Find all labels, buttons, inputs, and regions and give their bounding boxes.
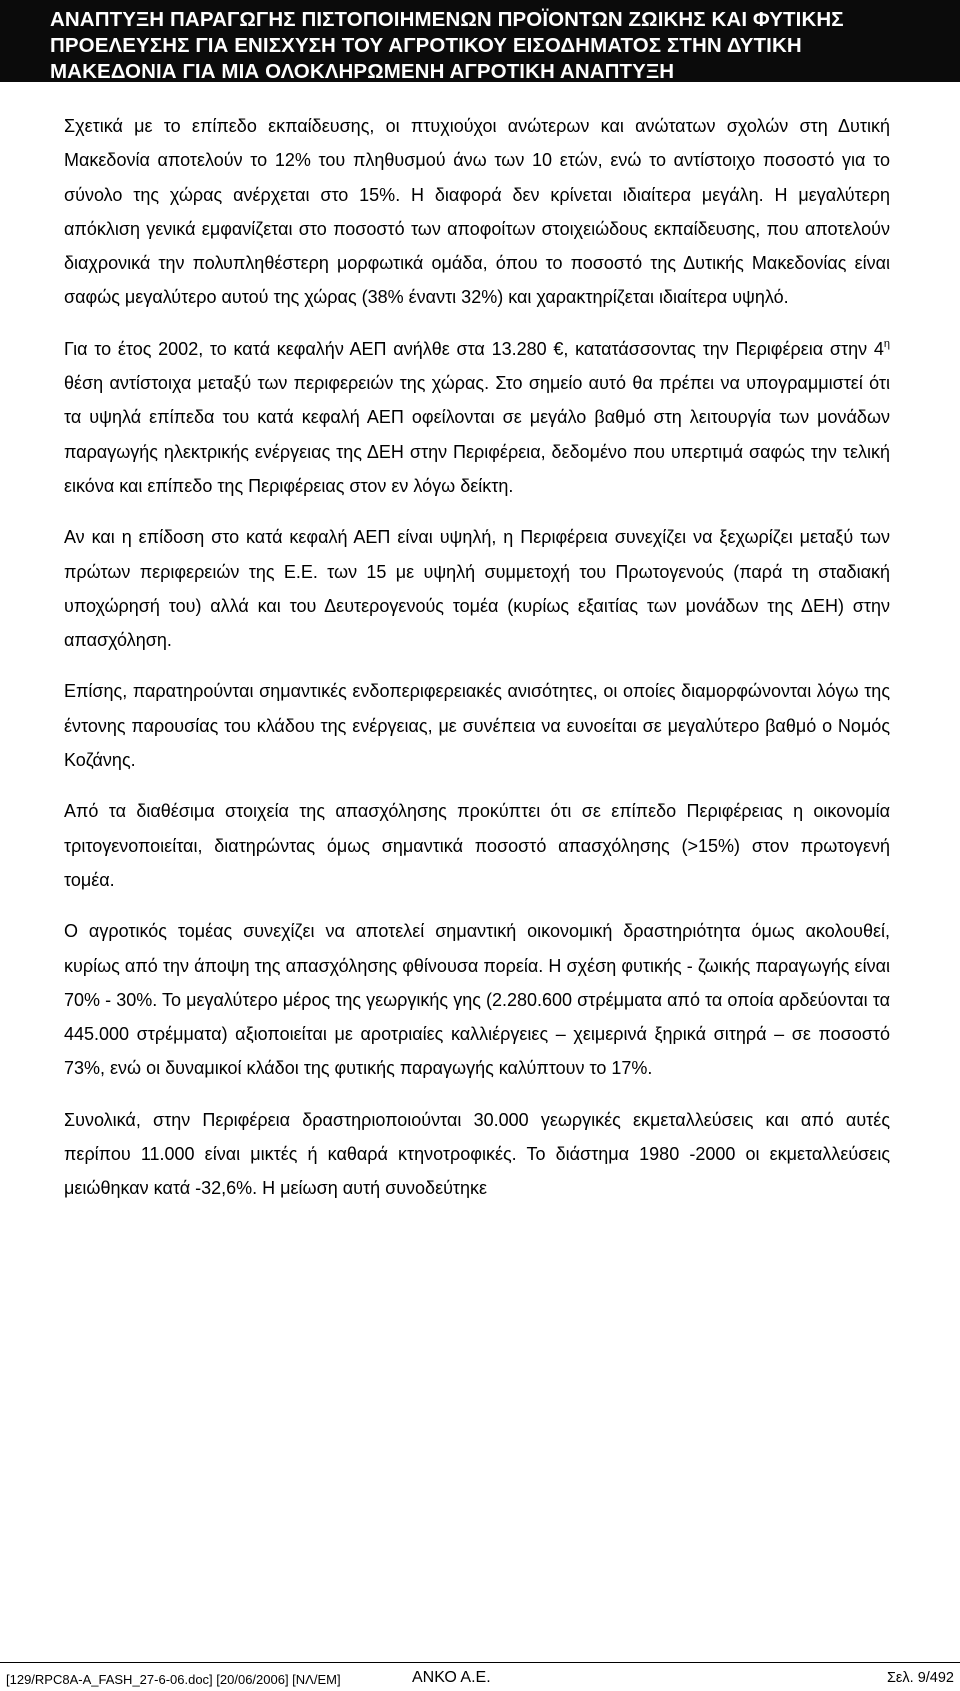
ordinal-superscript: η: [883, 337, 890, 350]
paragraph-employment: Από τα διαθέσιμα στοιχεία της απασχόλησης προκύπτει ότι σε επίπεδο Περιφέρειας η οικονομία τριτογενοποιείται, διατηρώντας όμως σημαντικά ποσοστό απασχόλησης (>15%) στον πρωτογενή τομέα.: [64, 801, 890, 890]
paragraph-gdp-text-end: θέση αντίστοιχα μεταξύ των περιφερειών της χώρας. Στο σημείο αυτό θα πρέπει να υπογραμμιστεί ότι τα υψηλά επίπεδα του κατά κεφαλή ΑΕΠ οφείλονται σε μεγάλο βαθμό στη λειτουργία των μονάδων παραγωγής ηλεκτρικής ενέργειας της ΔΕΗ στην Περιφέρεια, δεδομένο που υπερτιμά σαφώς την τελική εικόνα και επίπεδο της Περιφέρειας στον εν λόγω δείκτη.: [64, 373, 890, 496]
paragraph-inequalities: Επίσης, παρατηρούνται σημαντικές ενδοπεριφερειακές ανισότητες, οι οποίες διαμορφώνονται λόγω της έντονης παρουσίας του κλάδου της ενέργειας, με συνέπεια να ευνοείται σε μεγαλύτερο βαθμό ο Νομός Κοζάνης.: [64, 681, 890, 771]
header-title-line-1: ΑΝΑΠΤΥΞΗ ΠΑΡΑΓΩΓΗΣ ΠΙΣΤΟΠΟΙΗΜΕΝΩΝ ΠΡΟΪΟΝΤΩΝ ΖΩΙΚΗΣ ΚΑΙ ΦΥΤΙΚΗΣ: [50, 8, 844, 31]
header-title-line-3: ΜΑΚΕΔΟΝΙΑ ΓΙΑ ΜΙΑ ΟΛΟΚΛΗΡΩΜΕΝΗ ΑΓΡΟΤΙΚΗ ΑΝΑΠΤΥΞΗ: [50, 60, 675, 83]
header-title-line-2: ΠΡΟΕΛΕΥΣΗΣ ΓΙΑ ΕΝΙΣΧΥΣΗ ΤΟΥ ΑΓΡΟΤΙΚΟΥ ΕΙΣΟΔΗΜΑΤΟΣ ΣΤΗΝ ΔΥΤΙΚΗ: [50, 34, 802, 57]
document-header: [0, 0, 960, 82]
paragraph-gdp-text-start: Για το έτος 2002, το κατά κεφαλήν ΑΕΠ ανήλθε στα 13.280 €, κατατάσσοντας την Περιφέρεια στην 4: [64, 338, 884, 359]
paragraph-gdp: [64, 332, 890, 503]
document-body: [64, 109, 890, 1206]
paragraph-sectors: Αν και η επίδοση στο κατά κεφαλή ΑΕΠ είναι υψηλή, η Περιφέρεια συνεχίζει να ξεχωρίζει μεταξύ των πρώτων περιφερειών της Ε.Ε. των 15 με υψηλή συμμετοχή του Πρωτογενούς (παρά τη σταδιακή υποχώρησή του) αλλά και του Δευτερογενούς τομέα (κυρίως εξαιτίας των μονάδων της ΔΕΗ) στην απασχόληση.: [64, 527, 890, 651]
footer-page-number: Σελ. 9/492: [886, 1670, 954, 1686]
paragraph-agriculture: Ο αγροτικός τομέας συνεχίζει να αποτελεί σημαντική οικονομική δραστηριότητα όμως ακολουθεί, κυρίως από την άποψη της απασχόλησης φθίνουσα πορεία. Η σχέση φυτικής - ζωικής παραγωγής είναι 70% - 30%. Το μεγαλύτερο μέρος της γεωργικής γης (2.280.600 στρέμματα από τα οποία αρδεύονται τα 445.000 στρέμματα) αξιοποιείται με αροτριαίες καλλιέργειες – χειμερινά ξηρικά σιτηρά – σε ποσοστό 73%, ενώ οι δυναμικοί κλάδοι της φυτικής παραγωγής καλύπτουν το 17%.: [64, 921, 890, 1079]
paragraph-education: Σχετικά με το επίπεδο εκπαίδευσης, οι πτυχιούχοι ανώτερων και ανώτατων σχολών στη Δυτική Μακεδονία αποτελούν το 12% του πληθυσμού άνω των 10 ετών, ενώ το αντίστοιχο ποσοστό για το σύνολο της χώρας ανέρχεται στο 15%. Η διαφορά δεν κρίνεται ιδιαίτερα μεγάλη. Η μεγαλύτερη απόκλιση γενικά εμφανίζεται στο ποσοστό των αποφοίτων στοιχειώδους εκπαίδευσης, που αποτελούν διαχρονικά την πολυπληθέστερη μορφωτικά ομάδα, όπου το ποσοστό της Δυτικής Μακεδονίας είναι σαφώς μεγαλύτερο αυτού της χώρας (38% έναντι 32%) και χαρακτηρίζεται ιδιαίτερα υψηλό.: [64, 116, 890, 308]
paragraph-farms: Συνολικά, στην Περιφέρεια δραστηριοποιούνται 30.000 γεωργικές εκμεταλλεύσεις και από αυτές περίπου 11.000 είναι μικτές ή καθαρά κτηνοτροφικές. Το διάστημα 1980 -2000 οι εκμεταλλεύσεις μειώθηκαν κατά -32,6%. Η μείωση αυτή συνοδεύτηκε: [64, 1109, 890, 1199]
document-footer: [0, 1662, 960, 1691]
footer-company-name: ΑΝΚΟ Α.Ε.: [412, 1669, 491, 1686]
footer-file-reference: [129/RPC8A-A_FASH_27-6-06.doc] [20/06/2006] [ΝΛ/ΕΜ]: [6, 1672, 341, 1687]
